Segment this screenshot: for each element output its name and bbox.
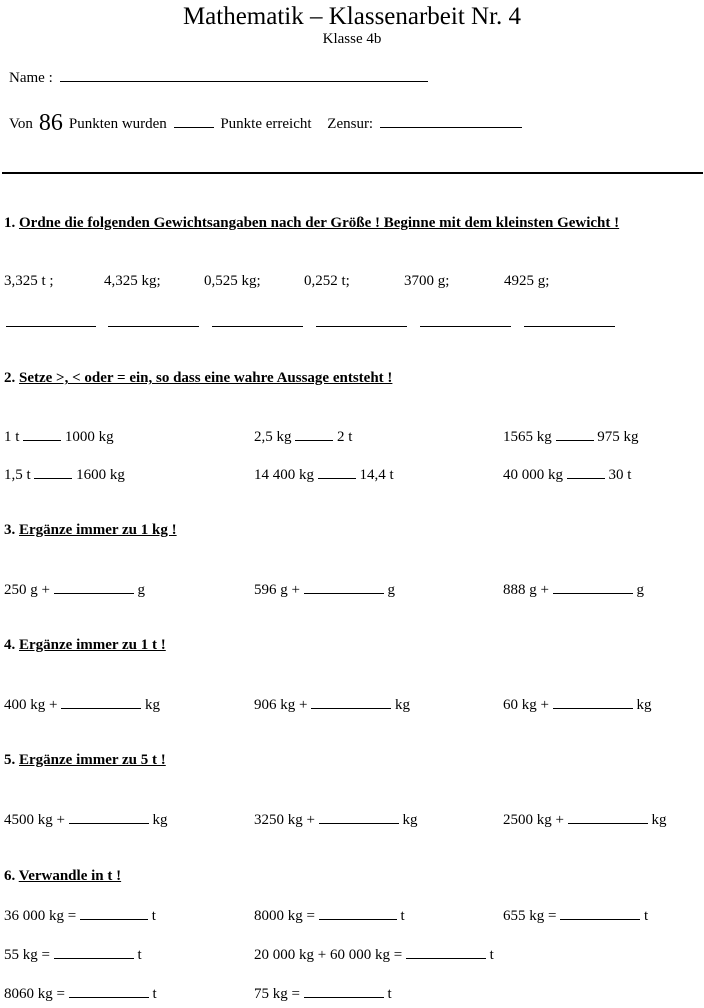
punkten-wurden-label: Punkten wurden — [68, 116, 167, 132]
comparison-blank[interactable] — [556, 427, 594, 441]
task-1-text: Ordne die folgenden Gewichtsangaben nach der Größe ! Beginne mit dem kleinsten Gewicht ! — [19, 215, 620, 231]
answer-blank[interactable] — [524, 313, 615, 327]
task-5-heading: 5. Ergänze immer zu 5 t ! — [4, 752, 166, 768]
answer-blank[interactable] — [212, 313, 303, 327]
task-4-text: Ergänze immer zu 1 t ! — [19, 637, 166, 653]
answer-blank[interactable] — [560, 906, 640, 920]
answer-blank[interactable] — [54, 580, 134, 594]
answer-blank[interactable] — [69, 810, 149, 824]
task-3-text: Ergänze immer zu 1 kg ! — [19, 522, 177, 538]
answer-blank[interactable] — [311, 695, 391, 709]
task-5-row: 4500 kg + kg 3250 kg + kg 2500 kg + kg — [4, 812, 667, 828]
answer-blank[interactable] — [304, 580, 384, 594]
answer-blank[interactable] — [69, 984, 149, 998]
comparison-blank[interactable] — [295, 427, 333, 441]
task-2-text: Setze >, < oder = ein, so dass eine wahre Aussage entsteht ! — [19, 370, 393, 386]
comparison-blank[interactable] — [318, 465, 356, 479]
weight-value: 3,325 t ; — [4, 273, 54, 289]
task-2-row: 1 t 1000 kg 2,5 kg 2 t 1565 kg 975 kg — [4, 429, 639, 445]
zensur-field[interactable] — [380, 114, 522, 128]
answer-blank[interactable] — [80, 906, 148, 920]
task-1-heading: 1. Ordne die folgenden Gewichtsangaben nach der Größe ! Beginne mit dem kleinsten Gewicht ! — [4, 215, 620, 231]
task-1-values — [0, 273, 704, 293]
task-3-heading: 3. Ergänze immer zu 1 kg ! — [4, 522, 177, 538]
name-label: Name : — [9, 70, 53, 86]
points-total: 86 — [38, 110, 63, 136]
von-label: Von — [9, 116, 33, 132]
task-3-row: 250 g + g 596 g + g 888 g + g — [4, 582, 644, 598]
answer-blank[interactable] — [108, 313, 199, 327]
task-6-row: 36 000 kg = t 8000 kg = t 655 kg = t — [4, 908, 649, 924]
task-6-row: 8060 kg = t 75 kg = t — [4, 986, 392, 1002]
punkte-erreicht-label: Punkte erreicht — [220, 116, 312, 132]
answer-blank[interactable] — [568, 810, 648, 824]
weight-value: 0,525 kg; — [204, 273, 261, 289]
answer-blank[interactable] — [6, 313, 96, 327]
task-4-heading: 4. Ergänze immer zu 1 t ! — [4, 637, 166, 653]
comparison-blank[interactable] — [34, 465, 72, 479]
answer-blank[interactable] — [54, 945, 134, 959]
task-1-answer-lines — [0, 313, 704, 333]
name-field[interactable] — [60, 68, 428, 82]
page-title: Mathematik – Klassenarbeit Nr. 4 — [182, 3, 522, 30]
comparison-blank[interactable] — [23, 427, 61, 441]
answer-blank[interactable] — [304, 984, 384, 998]
task-6-text: Verwandle in t ! — [18, 868, 122, 884]
answer-blank[interactable] — [319, 810, 399, 824]
score-line — [9, 110, 522, 137]
task-2-row: 1,5 t 1600 kg 14 400 kg 14,4 t 40 000 kg 30 t — [4, 467, 632, 483]
zensur-label: Zensur: — [327, 116, 374, 132]
name-line — [9, 68, 428, 87]
weight-value: 0,252 t; — [304, 273, 350, 289]
answer-blank[interactable] — [316, 313, 407, 327]
page-subtitle: Klasse 4b — [322, 31, 382, 47]
task-6-heading: 6. Verwandle in t ! — [4, 868, 122, 884]
task-2-heading: 2. Setze >, < oder = ein, so dass eine wahre Aussage entsteht ! — [4, 370, 393, 386]
answer-blank[interactable] — [61, 695, 141, 709]
task-6-row: 55 kg = t 20 000 kg + 60 000 kg = t — [4, 947, 494, 963]
answer-blank[interactable] — [319, 906, 397, 920]
weight-value: 4925 g; — [504, 273, 550, 289]
task-5-text: Ergänze immer zu 5 t ! — [19, 752, 166, 768]
answer-blank[interactable] — [420, 313, 511, 327]
weight-value: 4,325 kg; — [104, 273, 161, 289]
answer-blank[interactable] — [553, 695, 633, 709]
answer-blank[interactable] — [406, 945, 486, 959]
points-achieved-field[interactable] — [174, 114, 214, 128]
comparison-blank[interactable] — [567, 465, 605, 479]
answer-blank[interactable] — [553, 580, 633, 594]
header-divider — [2, 172, 703, 174]
task-4-row: 400 kg + kg 906 kg + kg 60 kg + kg — [4, 697, 652, 713]
weight-value: 3700 g; — [404, 273, 450, 289]
